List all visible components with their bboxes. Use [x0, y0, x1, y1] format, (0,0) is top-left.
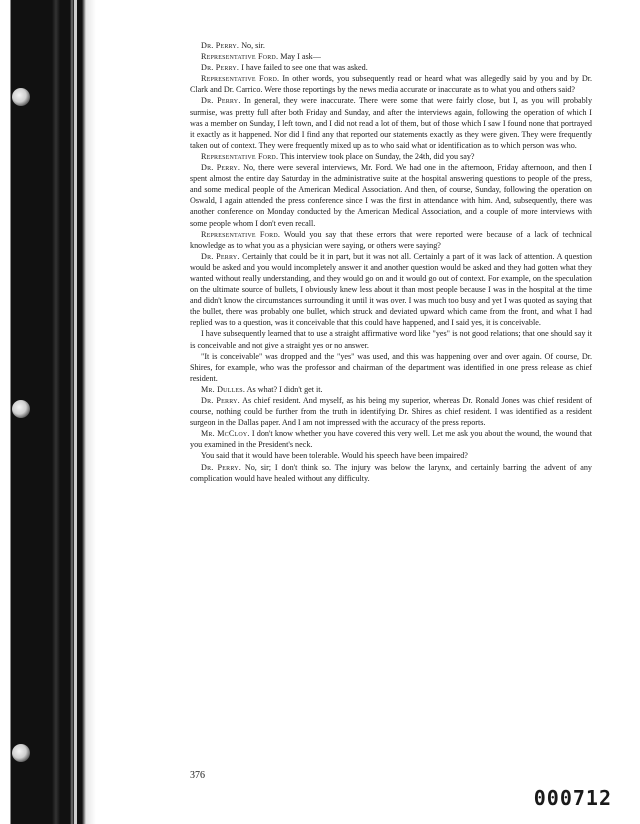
- paragraph-text: I have subsequently learned that to use a straight affirmative word like "yes" is not good relations; that one should say it is conceivable and not give a straight yes or no answer.: [190, 329, 592, 350]
- binder-hole: [12, 88, 30, 106]
- paragraph-text: In general, they were inaccurate. There were some that were fairly close, but I, as you will probably surmise, was pretty full after both Friday and Sunday, and after the interviews again, following the operation of which I was a member on Sunday, I left town, and I did not read a lot of them, but of those which I saw I found none that portrayed it exactly as it happened. Nor did I find any that reported our statements exactly as they were given. They were frequently taken out of context. They were frequently mixed up as to who said what or identification as to which person was who.: [190, 96, 593, 150]
- binding-stripe: [74, 0, 77, 824]
- paragraph: [190, 229, 592, 251]
- paragraph: [190, 73, 592, 95]
- paragraph-text: As chief resident. And myself, as his being my superior, whereas Dr. Ronald Jones was chief resident of course, nothing could be further from the truth in identifying Dr. Shires as chief resident. I was identified as a resident surgeon in the Dallas paper. And I am not impressed with the accuracy of the press reports.: [190, 396, 592, 428]
- paragraph: [190, 351, 592, 384]
- paragraph-text: "It is conceivable" was dropped and the "yes" was used, and this was happening over and over again. Of course, Dr. Shires, for example, who was the professor and chairman of the department was identified in one press release as chief resident.: [190, 351, 592, 383]
- paragraph-text: This interview took place on Sunday, the 24th, did you say?: [280, 151, 475, 161]
- paragraph-text: I have failed to see one that was asked.: [241, 63, 368, 73]
- speaker-name: Representative Ford.: [201, 229, 281, 239]
- binder-hole: [12, 744, 30, 762]
- paragraph: [190, 384, 592, 395]
- paragraph: [190, 151, 592, 162]
- speaker-name: Dr. Perry.: [201, 251, 240, 261]
- paragraph-text: You said that it would have been tolerable. Would his speech have been impaired?: [201, 451, 468, 461]
- paragraph-text: Certainly that could be it in part, but it was not all. Certainly a part of it was lack of attention. A question would be asked and you would incompletely answer it and another question would be asked and they had gotten what they wanted without really understanding, and they would go on and it would go out of context. For example, on the speculation on the ultimate source of bullets, I obviously knew less about it than most people because I was in the hospital at the time and didn't know the circumstances surrounding it until it was over. I was much too busy and yet I was quoted as saying that the bullet, there was probably one bullet, which struck and deviated upward which came from the front, and what I had replied was to a question, was it conceivable that this could have happened, and I said yes, it is conceivable.: [190, 251, 593, 328]
- speaker-name: Representative Ford.: [201, 151, 279, 161]
- speaker-name: Representative Ford.: [201, 52, 279, 62]
- paragraph: [190, 462, 592, 484]
- paragraph-text: May I ask—: [280, 52, 321, 62]
- book-binding-edge: [0, 0, 96, 824]
- paragraph-text: In other words, you subsequently read or heard what was allegedly said by you and by Dr. Clark and Dr. Carrico. Were those reportings by the news media accurate or inaccurate as to what you and others said?: [190, 74, 593, 95]
- testimony-text: [190, 40, 592, 484]
- paragraph-text: No, there were several interviews, Mr. Ford. We had one in the afternoon, Friday afternoon, and then I spent almost the entire day Saturday in the administrative suite at the hospital answering questions to people of the press, and some medical people of the American Medical Association. And then, of course, Sunday, following the operation on Oswald, I again attended the press conference since I was the first in attendance with him. And, subsequently, there was another conference on Monday conducted by the American Medical Association, and a couple of more interviews with some people whom I don't even recall.: [190, 163, 592, 228]
- speaker-name: Dr. Perry.: [201, 41, 240, 50]
- paragraph: [190, 328, 592, 350]
- paragraph-text: No, sir; I don't think so. The injury was below the larynx, and certainly barring the advent of any complication would have healed without any difficulty.: [190, 462, 592, 483]
- speaker-name: Dr. Perry.: [201, 96, 241, 106]
- speaker-name: Representative Ford.: [201, 74, 280, 84]
- paragraph-text: I don't know whether you have covered this very well. Let me ask you about the wound, the wound that you examined in the President's neck.: [190, 429, 593, 450]
- paragraph: [190, 428, 592, 450]
- speaker-name: Dr. Perry.: [201, 63, 240, 73]
- speaker-name: Dr. Perry.: [201, 462, 241, 472]
- paragraph-text: No, sir.: [241, 41, 265, 50]
- paragraph: [190, 395, 592, 428]
- paragraph-text: Would you say that these errors that were reported were because of a lack of technical knowledge as to what you as a physician were saying, or others were saying?: [190, 229, 593, 250]
- paragraph: [190, 62, 592, 73]
- binder-hole: [12, 400, 30, 418]
- document-number: 000712: [533, 786, 612, 810]
- paragraph-text: As what? I didn't get it.: [246, 384, 323, 394]
- page-number: 376: [190, 770, 205, 781]
- paragraph: [190, 251, 592, 329]
- paragraph: [190, 40, 592, 51]
- speaker-name: Mr. McCloy.: [201, 429, 250, 439]
- speaker-name: Dr. Perry.: [201, 396, 240, 405]
- paragraph: [190, 162, 592, 229]
- speaker-name: Mr. Dulles.: [201, 384, 246, 394]
- paragraph: [190, 450, 592, 461]
- speaker-name: Dr. Perry.: [201, 163, 241, 173]
- paragraph: [190, 95, 592, 150]
- paragraph: [190, 51, 592, 62]
